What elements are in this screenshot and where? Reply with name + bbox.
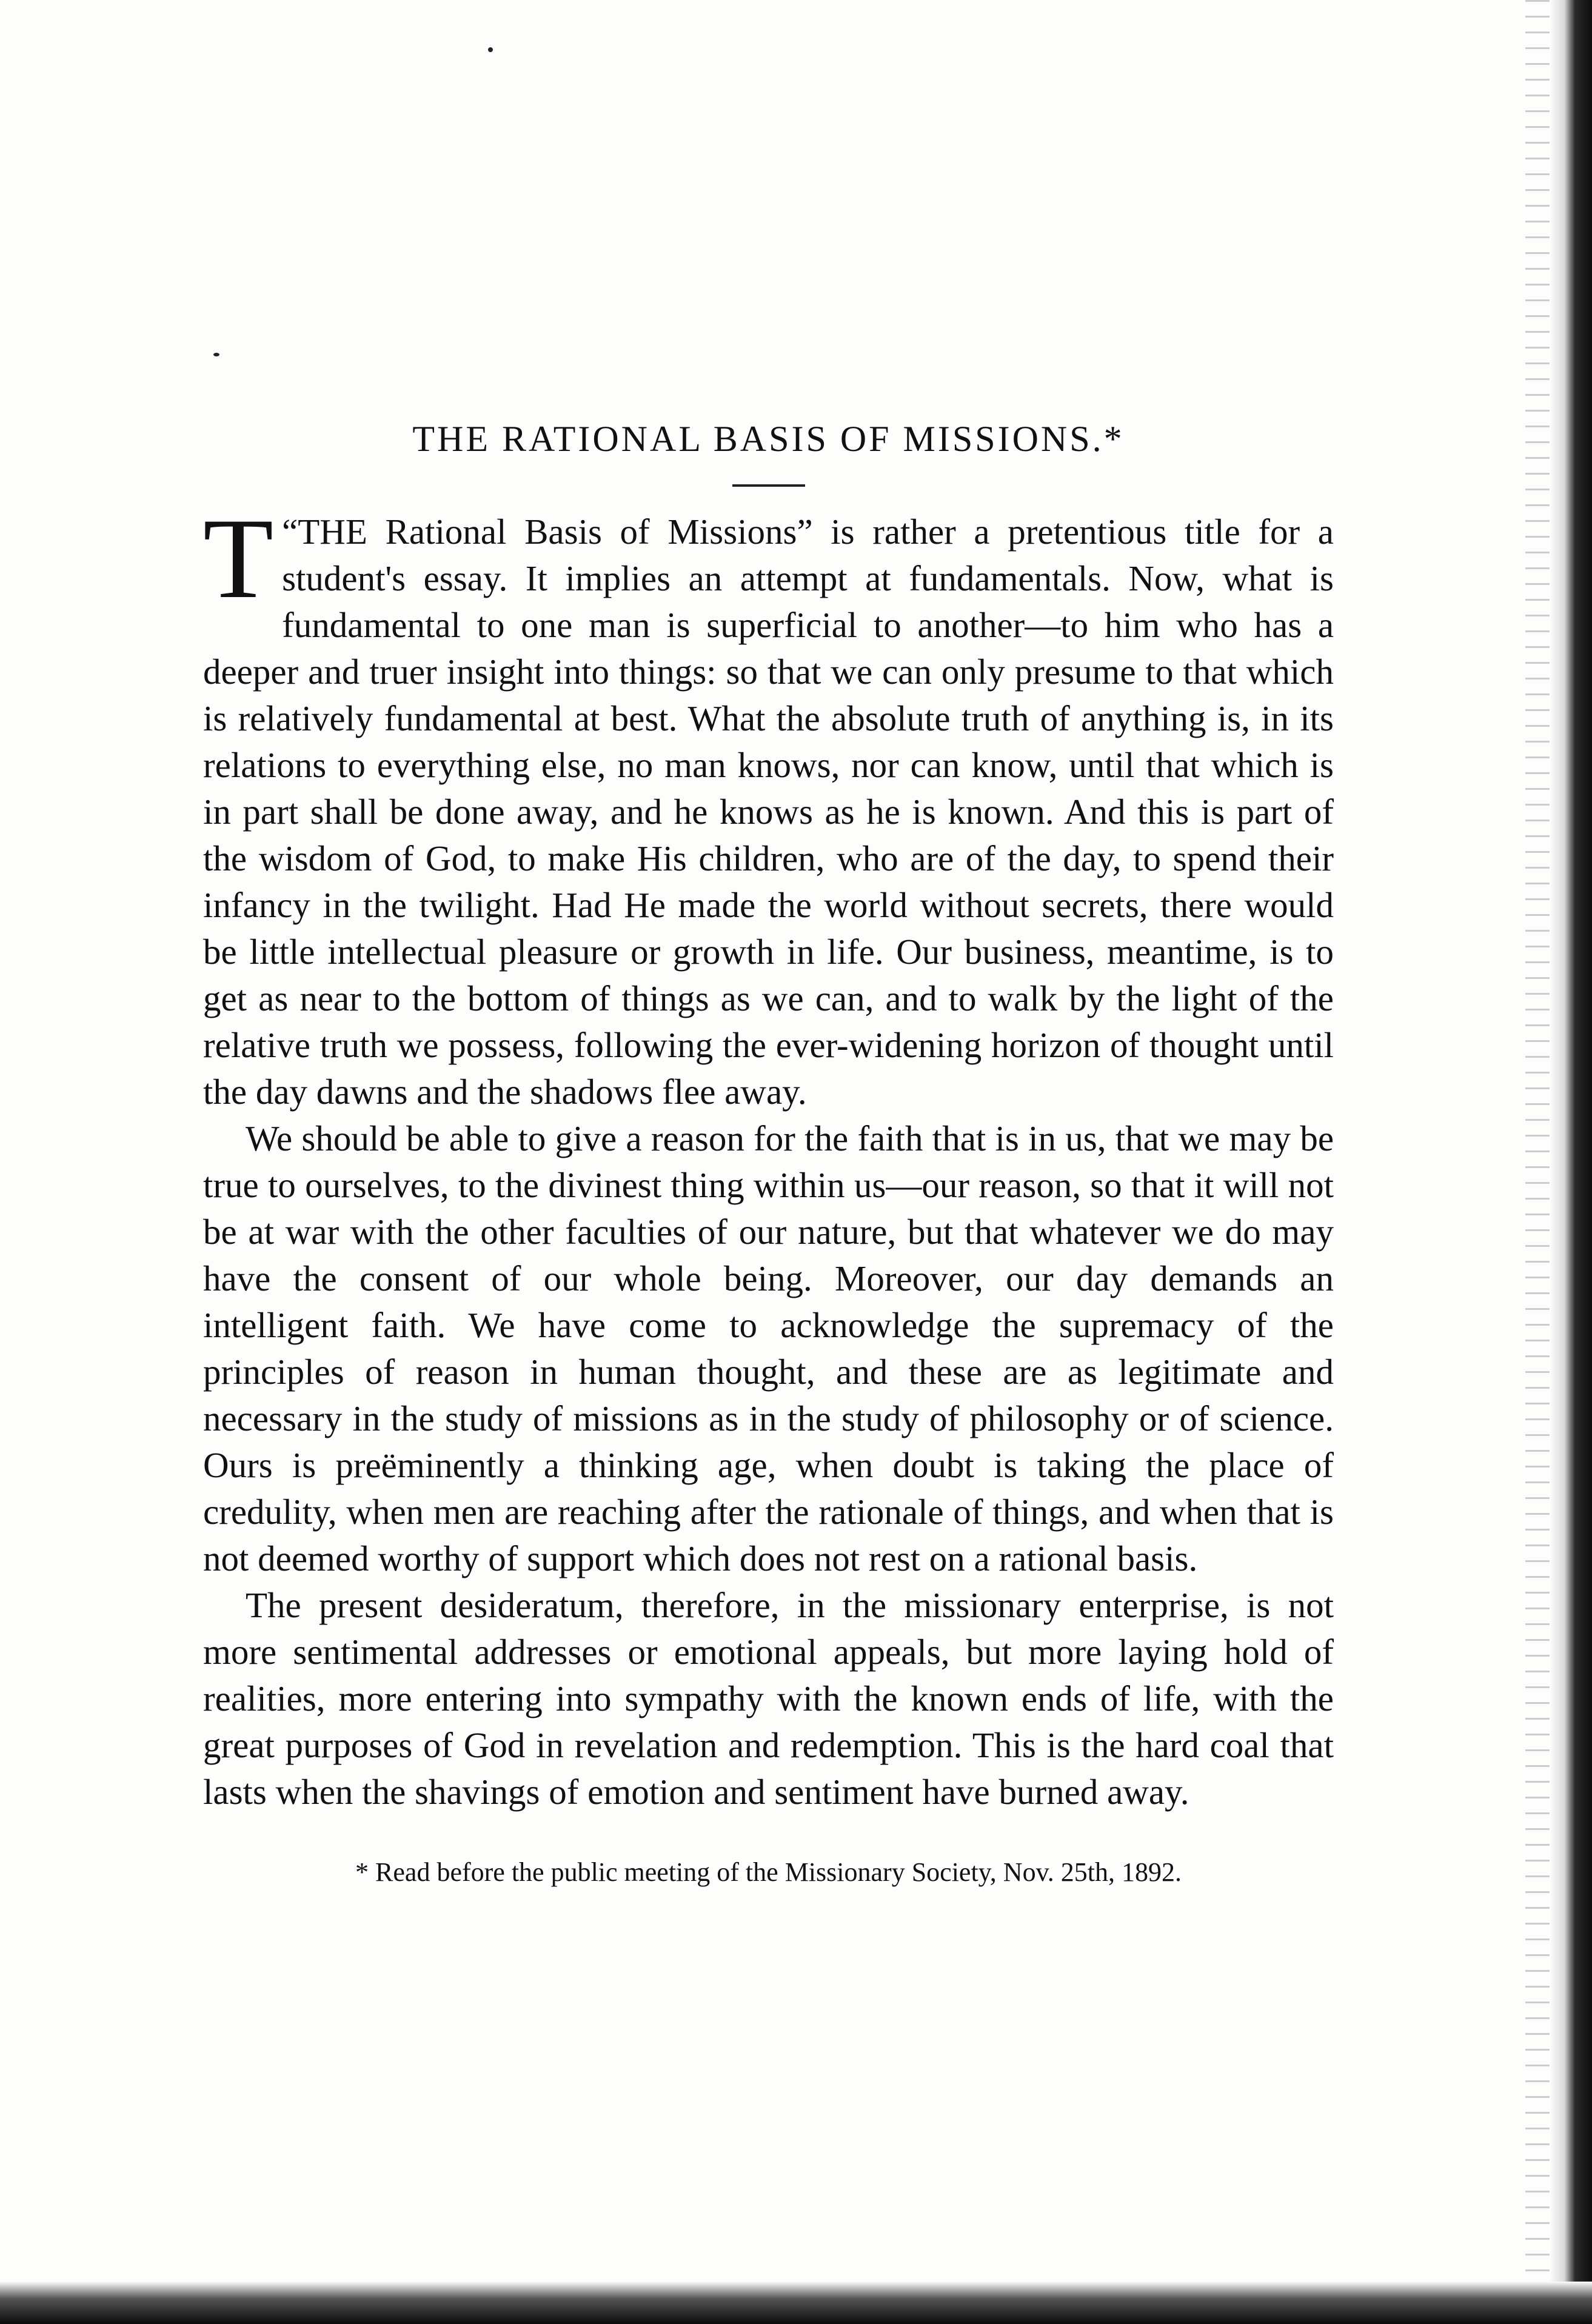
article-title: THE RATIONAL BASIS OF MISSIONS.* [412,419,1125,459]
article [203,418,1334,1889]
title-rule [732,484,805,487]
paragraph-3-text: The present desideratum, therefore, in the missionary enterprise, is not more sentimental addresses or emotional appeals, but more laying hold of realities, more entering into sympathy with the known ends of life, with the great purposes of God in revelation and redemption. This is the hard coal that lasts when the shavings of emotion and sentiment have burned away. [203,1585,1334,1812]
scan-speck [488,47,493,52]
paragraph-1-text: “THE Rational Basis of Missions” is rather a pretentious title for a student's essay. It implies an attempt at fundamentals. Now, what is fundamental to one man is superficial to another—to him who has a deeper and truer insight into things: so that we can only presume to that which is relatively fundamental at best. What the absolute truth of anything is, in its relations to everything else, no man knows, nor can know, until that which is in part shall be done away, and he knows as he is known. And this is part of the wisdom of God, to make His children, who are of the day, to spend their infancy in the twilight. Had He made the world without secrets, there would be little intellectual pleasure or growth in life. Our business, meantime, is to get as near to the bottom of things as we can, and to walk by the light of the relative truth we possess, following the ever-widening horizon of thought until the day dawns and the shadows flee away. [203,512,1334,1112]
paragraph-2 [203,1115,1334,1582]
paragraph-3 [203,1582,1334,1815]
binding-specks [1525,0,1550,2324]
bottom-scan-edge [0,2282,1592,2324]
paragraph-1 [203,495,1334,1115]
binding-edge [1550,0,1592,2324]
drop-cap: T [203,495,274,623]
paragraph-2-text: We should be able to give a reason for the faith that is in us, that we may be true to ourselves, to the divinest thing within us—our reason, so that it will not be at war with the other faculties of our nature, but that whatever we do may have the consent of our whole being. Moreover, our day demands an intelligent faith. We have come to acknowledge the supremacy of the principles of reason in human thought, and these are as legitimate and necessary in the study of missions as in the study of philosophy or of science. Ours is preëminently a thinking age, when doubt is taking the place of credulity, when men are reaching after the rationale of things, and when that is not deemed worthy of support which does not rest on a rational basis. [203,1118,1334,1578]
footnote: * Read before the public meeting of the Missionary Society, Nov. 25th, 1892. [355,1857,1182,1887]
scan-speck [213,353,219,356]
